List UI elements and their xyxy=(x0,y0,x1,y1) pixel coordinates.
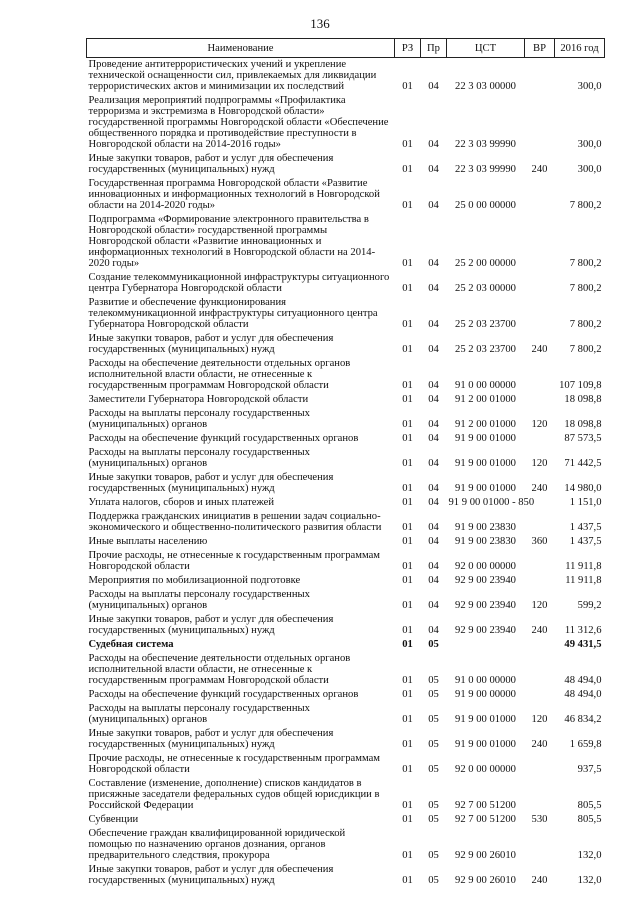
row-rz-cell: 01 xyxy=(402,689,413,700)
row-cst-cell: 91 9 00 01000 xyxy=(455,433,516,444)
row-sum-cell: 11 312,6 xyxy=(564,625,602,636)
header-name: Наименование xyxy=(87,39,395,58)
row-rz-cell: 01 xyxy=(402,814,413,825)
row-sum-cell: 14 980,0 xyxy=(564,483,602,494)
table-row xyxy=(87,638,605,652)
header-rz: РЗ xyxy=(395,39,421,58)
row-rz-cell: 01 xyxy=(402,497,413,508)
row-pr-cell: 04 xyxy=(428,394,439,405)
table-row xyxy=(87,58,605,95)
header-vr: ВР xyxy=(525,39,555,58)
row-rz-cell: 01 xyxy=(402,800,413,811)
row-sum-cell: 1 437,5 xyxy=(569,536,602,547)
row-sum-cell: 7 800,2 xyxy=(569,319,602,330)
row-cst-cell: 92 9 00 23940 xyxy=(455,625,516,636)
row-vr-cell xyxy=(525,688,555,702)
row-rz-cell: 01 xyxy=(402,739,413,750)
row-sum-cell: 300,0 xyxy=(577,139,602,150)
table-row xyxy=(87,863,605,888)
row-rz-cell: 01 xyxy=(402,625,413,636)
row-rz-cell: 01 xyxy=(402,380,413,391)
row-cst-cell: 22 3 03 99990 xyxy=(455,164,516,175)
row-vr-cell: 530 xyxy=(531,814,548,825)
row-rz-cell: 01 xyxy=(402,139,413,150)
row-pr-cell: 04 xyxy=(428,258,439,269)
row-rz-cell: 01 xyxy=(402,675,413,686)
row-vr-cell xyxy=(525,58,555,95)
row-sum-cell: 87 573,5 xyxy=(564,433,602,444)
row-cst-cell: 92 9 00 26010 xyxy=(455,875,516,886)
row-sum-cell: 1 151,0 xyxy=(569,497,602,508)
table-row xyxy=(87,177,605,213)
row-cst-cell: 91 2 00 01000 xyxy=(455,419,516,430)
row-rz-cell: 01 xyxy=(402,81,413,92)
row-name-cell: Прочие расходы, не отнесенные к государственным программам Новгородской области xyxy=(88,753,380,775)
table-row xyxy=(87,652,605,688)
row-vr-cell: 240 xyxy=(531,164,548,175)
header-pr: Пр xyxy=(421,39,447,58)
row-vr-cell: 120 xyxy=(531,458,548,469)
row-rz-cell: 01 xyxy=(402,714,413,725)
table-row xyxy=(87,432,605,446)
row-cst-cell: 91 9 00 23830 xyxy=(455,522,516,533)
table-row xyxy=(87,446,605,471)
row-cst-cell xyxy=(447,638,525,652)
row-name-cell: Прочие расходы, не отнесенные к государственным программам Новгородской области xyxy=(88,550,380,572)
row-vr-cell xyxy=(525,357,555,393)
row-cst-cell: 92 7 00 51200 xyxy=(455,800,516,811)
row-sum-cell: 599,2 xyxy=(577,600,602,611)
row-vr-cell xyxy=(525,177,555,213)
row-cst-cell: 25 2 03 00000 xyxy=(455,283,516,294)
row-sum-cell: 48 494,0 xyxy=(564,689,602,700)
table-row xyxy=(87,357,605,393)
row-vr-cell: 120 xyxy=(531,600,548,611)
row-pr-cell: 04 xyxy=(428,483,439,494)
row-cst-cell: 92 0 00 00000 xyxy=(455,764,516,775)
row-name-cell: Расходы на обеспечение деятельности отдельных органов исполнительной власти области, не отнесенные к государственным программам Новгородской области xyxy=(88,358,351,391)
row-rz-cell: 01 xyxy=(402,258,413,269)
row-pr-cell: 05 xyxy=(428,814,439,825)
row-cst-cell: 25 0 00 00000 xyxy=(455,200,516,211)
budget-table xyxy=(86,38,605,888)
row-pr-cell: 05 xyxy=(428,850,439,861)
row-sum-cell: 11 911,8 xyxy=(565,561,602,572)
table-row xyxy=(87,813,605,827)
row-cst-cell: 22 3 03 00000 xyxy=(455,81,516,92)
row-vr-cell xyxy=(525,213,555,271)
table-row xyxy=(87,393,605,407)
row-pr-cell: 04 xyxy=(428,458,439,469)
row-sum-cell: 49 431,5 xyxy=(564,639,602,650)
row-name-cell: Подпрограмма «Формирование электронного правительства в Новгородской области» государственной программы Новгородской области «Развитие инновационных и информационных технологий в Новгородской области на 2014-2020 годы» xyxy=(88,214,376,269)
row-cst-cell: 22 3 03 99990 xyxy=(455,139,516,150)
row-rz-cell: 01 xyxy=(402,536,413,547)
row-name-cell: Расходы на обеспечение деятельности отдельных органов исполнительной власти области, не отнесенные к государственным программам Новгородской области xyxy=(88,653,351,686)
row-pr-cell: 05 xyxy=(428,689,439,700)
row-pr-cell: 04 xyxy=(428,625,439,636)
table-row xyxy=(87,688,605,702)
row-sum-cell: 132,0 xyxy=(577,850,602,861)
row-sum-cell: 805,5 xyxy=(577,800,602,811)
table-row xyxy=(87,94,605,152)
row-pr-cell: 04 xyxy=(428,200,439,211)
row-vr-cell: 120 xyxy=(531,714,548,725)
row-pr-cell: 04 xyxy=(428,419,439,430)
row-vr-cell: 240 xyxy=(531,344,548,355)
row-cst-cell: 25 2 03 23700 xyxy=(455,319,516,330)
row-rz-cell: 01 xyxy=(402,600,413,611)
row-cst-cell: 91 0 00 00000 xyxy=(455,380,516,391)
row-pr-cell: 04 xyxy=(428,380,439,391)
row-vr-cell xyxy=(525,549,555,574)
row-vr-cell xyxy=(525,752,555,777)
table-row xyxy=(87,752,605,777)
row-name-cell: Развитие и обеспечение функционирования телекоммуникационной инфраструктуры ситуационного центра Губернатора Новгородской области xyxy=(88,297,378,330)
row-vr-cell: 240 xyxy=(531,875,548,886)
row-cst-cell: 91 9 00 23830 xyxy=(455,536,516,547)
row-name-cell: Создание телекоммуникационной инфраструктуры ситуационного центра Губернатора Новгородской области xyxy=(88,272,390,294)
table-row xyxy=(87,213,605,271)
row-rz-cell: 01 xyxy=(402,522,413,533)
table-row xyxy=(87,549,605,574)
row-name-cell: Иные закупки товаров, работ и услуг для обеспечения государственных (муниципальных) нужд xyxy=(88,153,334,175)
row-sum-cell: 7 800,2 xyxy=(569,344,602,355)
row-name-cell: Поддержка гражданских инициатив в решении задач социально-экономического и общественно-политического развития области xyxy=(88,511,382,533)
table-row xyxy=(87,332,605,357)
row-vr-cell xyxy=(525,393,555,407)
row-name-cell: Расходы на выплаты персоналу государственных (муниципальных) органов xyxy=(88,589,310,611)
row-cst-cell: 91 9 00 00000 xyxy=(455,689,516,700)
row-pr-cell: 05 xyxy=(428,800,439,811)
row-pr-cell: 05 xyxy=(428,714,439,725)
row-vr-cell xyxy=(525,510,555,535)
row-cst-cell: 25 2 00 00000 xyxy=(455,258,516,269)
table-row xyxy=(87,535,605,549)
row-pr-cell: 04 xyxy=(428,536,439,547)
table-body xyxy=(87,58,605,889)
row-vr-cell: 360 xyxy=(531,536,548,547)
row-pr-cell: 04 xyxy=(428,600,439,611)
table-row xyxy=(87,496,605,510)
row-rz-cell: 01 xyxy=(402,764,413,775)
row-name-cell: Расходы на обеспечение функций государственных органов xyxy=(88,689,359,700)
row-rz-cell: 01 xyxy=(402,561,413,572)
table-row xyxy=(87,727,605,752)
row-pr-cell: 04 xyxy=(428,433,439,444)
row-cst-cell: 92 9 00 26010 xyxy=(455,850,516,861)
table-row xyxy=(87,510,605,535)
row-rz-cell: 01 xyxy=(402,164,413,175)
table-row xyxy=(87,152,605,177)
row-rz-cell: 01 xyxy=(402,319,413,330)
row-vr-cell xyxy=(525,777,555,813)
row-rz-cell: 01 xyxy=(402,433,413,444)
row-cst-cell: 92 9 00 23940 xyxy=(455,600,516,611)
table-row xyxy=(87,588,605,613)
row-sum-cell: 300,0 xyxy=(577,164,602,175)
row-name-cell: Заместители Губернатора Новгородской области xyxy=(88,394,309,405)
table-row xyxy=(87,827,605,863)
row-name-cell: Иные закупки товаров, работ и услуг для обеспечения государственных (муниципальных) нужд xyxy=(88,472,334,494)
row-sum-cell: 1 659,8 xyxy=(569,739,602,750)
row-rz-cell: 01 xyxy=(402,419,413,430)
row-cst-cell: 92 9 00 23940 xyxy=(455,575,516,586)
row-name-cell: Иные выплаты населению xyxy=(88,536,208,547)
row-name-cell: Расходы на выплаты персоналу государственных (муниципальных) органов xyxy=(88,703,310,725)
row-sum-cell: 71 442,5 xyxy=(564,458,602,469)
row-name-cell: Реализация мероприятий подпрограммы «Профилактика терроризма и экстремизма в Новгородской области» государственной программы Новгородской области «Обеспечение общественного порядка и противодействие преступности в Новгородской области на 2014-2016 годы» xyxy=(88,95,389,150)
row-cst-cell: 92 7 00 51200 xyxy=(455,814,516,825)
row-vr-cell: 240 xyxy=(531,739,548,750)
row-pr-cell: 04 xyxy=(428,522,439,533)
header-cst: ЦСТ xyxy=(447,39,525,58)
row-sum-cell: 11 911,8 xyxy=(565,575,602,586)
row-pr-cell: 04 xyxy=(428,139,439,150)
row-vr-cell xyxy=(525,94,555,152)
row-vr-cell xyxy=(525,652,555,688)
row-sum-cell: 7 800,2 xyxy=(569,200,602,211)
row-cst-cell: 92 0 00 00000 xyxy=(455,561,516,572)
row-vr-cell xyxy=(525,432,555,446)
row-cst-cell: 91 9 00 01000 xyxy=(455,483,516,494)
row-name-cell: Иные закупки товаров, работ и услуг для обеспечения государственных (муниципальных) нужд xyxy=(88,864,334,886)
table-header-row xyxy=(87,39,605,58)
row-rz-cell: 01 xyxy=(402,344,413,355)
table-row xyxy=(87,471,605,496)
header-sum: 2016 год xyxy=(555,39,605,58)
row-sum-cell: 937,5 xyxy=(577,764,602,775)
row-cst-cell: 25 2 03 23700 xyxy=(455,344,516,355)
table-row xyxy=(87,777,605,813)
row-name-cell: Иные закупки товаров, работ и услуг для обеспечения государственных (муниципальных) нужд xyxy=(88,333,334,355)
page-number: 136 xyxy=(310,16,330,31)
table-row xyxy=(87,574,605,588)
row-cst-cell: 91 9 00 01000 xyxy=(455,739,516,750)
row-sum-cell: 107 109,8 xyxy=(559,380,602,391)
row-name-cell: Расходы на обеспечение функций государственных органов xyxy=(88,433,359,444)
row-pr-cell: 04 xyxy=(428,575,439,586)
row-name-cell: Судебная система xyxy=(88,639,174,650)
row-vr-cell xyxy=(525,271,555,296)
row-rz-cell: 01 xyxy=(402,483,413,494)
row-rz-cell: 01 xyxy=(402,850,413,861)
row-pr-cell: 05 xyxy=(428,875,439,886)
row-pr-cell: 04 xyxy=(428,497,439,508)
row-name-cell: Субвенции xyxy=(88,814,139,825)
row-pr-cell: 04 xyxy=(428,319,439,330)
row-pr-cell: 05 xyxy=(428,639,439,650)
row-rz-cell: 01 xyxy=(402,394,413,405)
row-rz-cell: 01 xyxy=(402,875,413,886)
row-sum-cell: 18 098,8 xyxy=(564,394,602,405)
row-pr-cell: 04 xyxy=(428,283,439,294)
table-row xyxy=(87,296,605,332)
row-name-cell: Иные закупки товаров, работ и услуг для обеспечения государственных (муниципальных) нужд xyxy=(88,614,334,636)
row-pr-cell: 04 xyxy=(428,81,439,92)
table-row xyxy=(87,613,605,638)
row-cst-cell: 91 0 00 00000 xyxy=(455,675,516,686)
row-sum-cell: 300,0 xyxy=(577,81,602,92)
table-row xyxy=(87,407,605,432)
row-cst-cell: 91 2 00 01000 xyxy=(455,394,516,405)
row-pr-cell: 05 xyxy=(428,764,439,775)
row-cst-cell: 91 9 00 01000 xyxy=(455,714,516,725)
row-name-cell: Государственная программа Новгородской области «Развитие инновационных и информационных технологий в Новгородской области на 2014-2020 годы» xyxy=(88,178,380,211)
row-name-cell: Уплата налогов, сборов и иных платежей xyxy=(88,497,275,508)
row-sum-cell: 805,5 xyxy=(577,814,602,825)
row-sum-cell: 18 098,8 xyxy=(564,419,602,430)
row-sum-cell: 7 800,2 xyxy=(569,283,602,294)
row-pr-cell: 04 xyxy=(428,164,439,175)
row-name-cell: Составление (изменение, дополнение) списков кандидатов в присяжные заседатели федеральных судов общей юрисдикции в Российской Федерации xyxy=(88,778,380,811)
row-sum-cell: 48 494,0 xyxy=(564,675,602,686)
row-sum-cell: 46 834,2 xyxy=(564,714,602,725)
row-name-cell: Иные закупки товаров, работ и услуг для обеспечения государственных (муниципальных) нужд xyxy=(88,728,334,750)
row-rz-cell: 01 xyxy=(402,458,413,469)
row-vr-cell xyxy=(525,574,555,588)
table-row xyxy=(87,271,605,296)
row-pr-cell: 04 xyxy=(428,344,439,355)
row-name-cell: Расходы на выплаты персоналу государственных (муниципальных) органов xyxy=(88,447,310,469)
row-name-cell: Расходы на выплаты персоналу государственных (муниципальных) органов xyxy=(88,408,310,430)
row-pr-cell: 05 xyxy=(428,675,439,686)
row-sum-cell: 7 800,2 xyxy=(569,258,602,269)
row-name-cell: Мероприятия по мобилизационной подготовке xyxy=(88,575,301,586)
row-vr-cell: 240 xyxy=(531,625,548,636)
row-rz-cell: 01 xyxy=(402,283,413,294)
row-cst-cell: 91 9 00 01000 - 850 xyxy=(448,497,535,508)
row-sum-cell: 132,0 xyxy=(577,875,602,886)
row-vr-cell xyxy=(525,638,555,652)
table-row xyxy=(87,702,605,727)
row-sum-cell: 1 437,5 xyxy=(569,522,602,533)
row-pr-cell: 05 xyxy=(428,739,439,750)
row-vr-cell xyxy=(525,827,555,863)
row-rz-cell: 01 xyxy=(402,200,413,211)
row-vr-cell: 120 xyxy=(531,419,548,430)
row-vr-cell: 240 xyxy=(531,483,548,494)
row-vr-cell xyxy=(525,296,555,332)
row-name-cell: Обеспечение граждан квалифицированной юридической помощью по назначению органов дознания, органов предварительного следствия, прокурора xyxy=(88,828,346,861)
row-rz-cell: 01 xyxy=(402,639,413,650)
row-rz-cell: 01 xyxy=(402,575,413,586)
row-pr-cell: 04 xyxy=(428,561,439,572)
row-cst-cell: 91 9 00 01000 xyxy=(455,458,516,469)
row-name-cell: Проведение антитеррористических учений и укрепление технической оснащенности сил, привлекаемых для ликвидации террористических актов и минимизации их последствий xyxy=(88,59,377,92)
